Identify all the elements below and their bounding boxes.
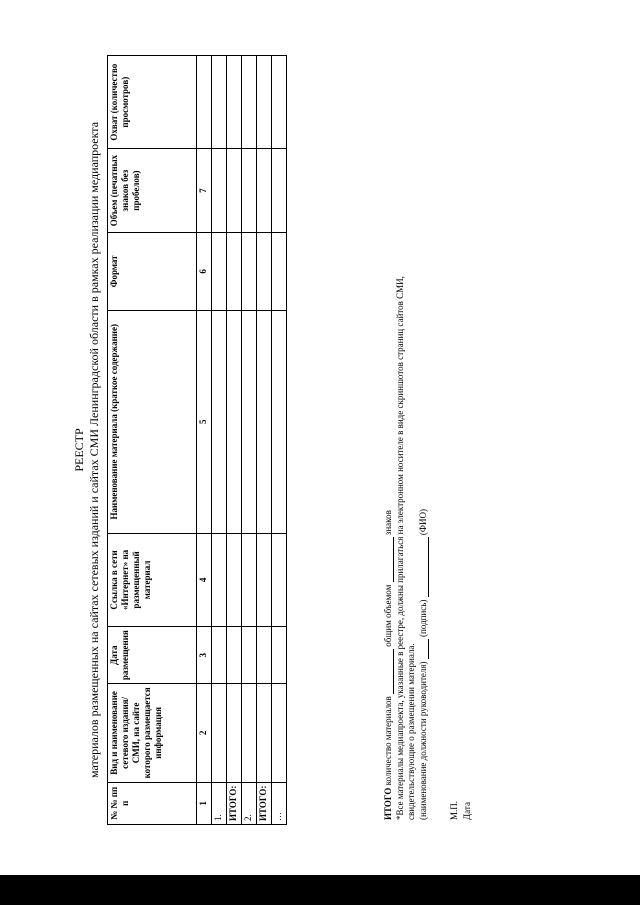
name-caption: (ФИО) bbox=[418, 509, 428, 536]
total-label: ИТОГО bbox=[383, 787, 393, 820]
column-number: 7 bbox=[197, 149, 212, 232]
table-cell bbox=[257, 684, 272, 782]
scan-border bbox=[0, 875, 640, 905]
table-row bbox=[227, 56, 242, 825]
registry-table bbox=[107, 55, 287, 825]
table-cell bbox=[257, 56, 272, 149]
column-header: Охват (количество просмотров) bbox=[108, 56, 197, 149]
table-cell bbox=[242, 627, 257, 684]
table-header-row bbox=[108, 56, 197, 825]
stamp-label: М.П. bbox=[449, 800, 459, 820]
total-volume-blank bbox=[383, 537, 394, 582]
column-header: Формат bbox=[108, 232, 197, 310]
table-cell bbox=[257, 627, 272, 684]
signature-blank bbox=[418, 537, 429, 597]
column-header: Наименование материала (краткое содержание) bbox=[108, 310, 197, 533]
column-header: Дата размещения bbox=[108, 627, 197, 684]
table-row bbox=[212, 56, 227, 825]
column-header: Вид и наименование сетевого издания/СМИ, на сайте которого размещается информация bbox=[108, 684, 197, 782]
table-cell bbox=[227, 627, 242, 684]
table-cell bbox=[212, 627, 227, 684]
table-cell bbox=[257, 149, 272, 232]
table-cell bbox=[272, 684, 287, 782]
row-label: 1. bbox=[212, 782, 227, 824]
table-cell bbox=[212, 56, 227, 149]
table-cell bbox=[242, 232, 257, 310]
footnote-line-1: *Все материалы медиапроекта, указанные в реестре, должны прилагаться на электронном носителе в виде скриншотов страниц сайтов СМИ, bbox=[395, 276, 405, 820]
table-cell bbox=[257, 310, 272, 533]
table-cell bbox=[227, 310, 242, 533]
table-cell bbox=[272, 533, 287, 627]
column-number: 1 bbox=[197, 782, 212, 824]
total-count-blank bbox=[383, 649, 394, 694]
table-cell bbox=[272, 149, 287, 232]
column-number: 5 bbox=[197, 310, 212, 533]
table-cell bbox=[242, 533, 257, 627]
table-cell bbox=[272, 627, 287, 684]
table-row bbox=[242, 56, 257, 825]
document-subtitle: материалов размещенных на сайтах сетевых изданий и сайтах СМИ Ленинградской области в рамках реализации медиапроекта bbox=[87, 121, 101, 779]
column-header: Ссылка в сети «Интернет» на размещенный материал bbox=[108, 533, 197, 627]
table-cell bbox=[227, 684, 242, 782]
signature-line bbox=[418, 509, 429, 820]
table-cell bbox=[212, 533, 227, 627]
column-number bbox=[197, 56, 212, 149]
column-number: 2 bbox=[197, 684, 212, 782]
position-blank bbox=[418, 639, 429, 659]
total-count-label: количество материалов bbox=[383, 696, 393, 786]
table-cell bbox=[227, 533, 242, 627]
row-label: … bbox=[272, 782, 287, 824]
table-cell bbox=[242, 149, 257, 232]
table-cell bbox=[242, 684, 257, 782]
date-label: Дата bbox=[462, 802, 472, 820]
table-cell bbox=[212, 310, 227, 533]
table-cell bbox=[212, 149, 227, 232]
table-row bbox=[257, 56, 272, 825]
column-number: 6 bbox=[197, 232, 212, 310]
table-cell bbox=[227, 232, 242, 310]
signature-caption: (подпись) bbox=[418, 599, 428, 637]
table-row bbox=[272, 56, 287, 825]
column-number-row bbox=[197, 56, 212, 825]
column-number: 3 bbox=[197, 627, 212, 684]
row-label: ИТОГО: bbox=[257, 782, 272, 824]
column-header: Объем (печатных знаков без пробелов) bbox=[108, 149, 197, 232]
total-line bbox=[383, 510, 394, 820]
total-volume-label: общим объемом bbox=[383, 584, 393, 647]
total-unit-label: знаков bbox=[383, 510, 393, 536]
row-label: ИТОГО: bbox=[227, 782, 242, 824]
table-cell bbox=[227, 56, 242, 149]
table-cell bbox=[257, 232, 272, 310]
position-caption: (наименование должности руководителя) bbox=[418, 661, 428, 820]
document-title: РЕЕСТР bbox=[72, 428, 86, 472]
table-cell bbox=[242, 310, 257, 533]
table-cell bbox=[272, 310, 287, 533]
row-label: 2. bbox=[242, 782, 257, 824]
table-cell bbox=[212, 684, 227, 782]
table-cell bbox=[242, 56, 257, 149]
table-cell bbox=[272, 56, 287, 149]
column-number: 4 bbox=[197, 533, 212, 627]
column-header: № № пп п bbox=[108, 782, 197, 824]
footnote-line-2: свидетельствующие о размещении материала. bbox=[406, 643, 416, 820]
table-cell bbox=[272, 232, 287, 310]
rotated-document bbox=[60, 55, 500, 845]
table-cell bbox=[227, 149, 242, 232]
table-cell bbox=[257, 533, 272, 627]
table-cell bbox=[212, 232, 227, 310]
